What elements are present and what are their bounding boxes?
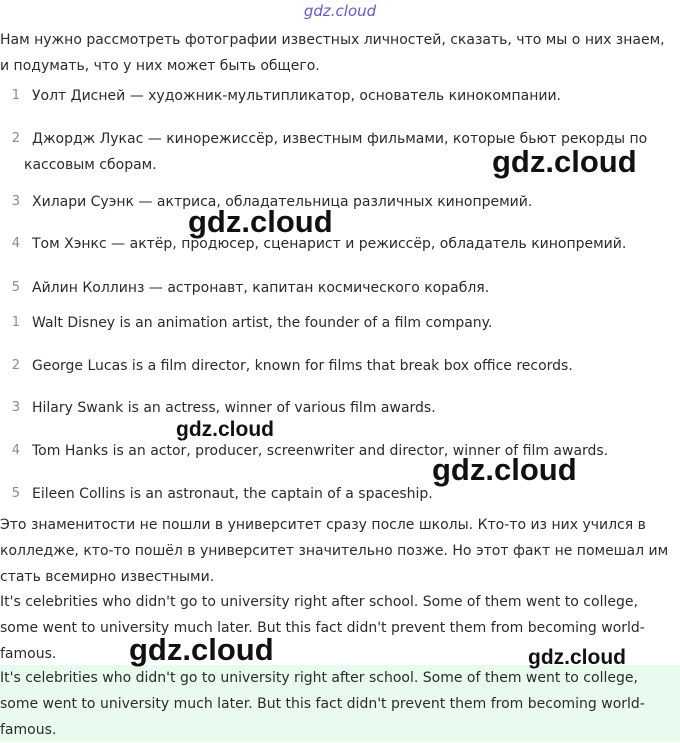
list-item: [0, 189, 670, 215]
watermark: gdz.cloud: [432, 452, 577, 487]
list-item: [0, 353, 670, 379]
list-text: Том Хэнкс — актёр, продюсер, сценарист и режиссёр, обладатель кинопремий.: [32, 236, 627, 252]
list-number: 5: [11, 280, 20, 295]
list-text: Джордж Лукас — кинорежиссёр, известным фильмами, которые бьют рекорды по: [32, 131, 648, 147]
list-text: Tom Hanks is an actor, producer, screenwriter and director, winner of film awards.: [32, 443, 609, 459]
list-text: Уолт Дисней — художник-мультипликатор, основатель кинокомпании.: [32, 88, 561, 104]
list-number: 2: [11, 131, 20, 146]
list-number: 5: [11, 486, 20, 501]
list-item: [0, 310, 670, 336]
list-number: 2: [11, 358, 20, 373]
list-number: 3: [11, 194, 20, 209]
list-text: Айлин Коллинз — астронавт, капитан космического корабля.: [32, 280, 490, 296]
list-item: [0, 395, 670, 421]
english-conclusion-highlighted: It's celebrities who didn't go to university right after school. Some of them went to college, some went to university much later. But this fact didn't prevent them from becoming world-famous.: [0, 670, 645, 738]
list-number: 4: [11, 236, 20, 251]
list-number: 1: [11, 315, 20, 330]
list-number: 4: [11, 443, 20, 458]
list-text: Eileen Collins is an astronaut, the captain of a spaceship.: [32, 486, 433, 502]
watermark: gdz.cloud: [176, 418, 274, 441]
site-logo[interactable]: gdz.cloud: [303, 2, 377, 20]
english-conclusion: It's celebrities who didn't go to university right after school. Some of them went to college, some went to university much later. But this fact didn't prevent them from becoming world-famous.: [0, 594, 645, 662]
list-text-continued: кассовым сборам.: [24, 157, 157, 173]
list-number: 3: [11, 400, 20, 415]
list-text: Walt Disney is an animation artist, the founder of a film company.: [32, 315, 493, 331]
list-text: George Lucas is a film director, known for films that break box office records.: [32, 358, 573, 374]
watermark: gdz.cloud: [528, 646, 626, 669]
watermark: gdz.cloud: [492, 144, 637, 179]
list-text: Хилари Суэнк — актриса, обладательница различных кинопремий.: [32, 194, 533, 210]
watermark: gdz.cloud: [188, 204, 333, 239]
list-item: [0, 231, 670, 257]
watermark: gdz.cloud: [129, 632, 274, 667]
list-text: Hilary Swank is an actress, winner of various film awards.: [32, 400, 436, 416]
list-number: 1: [11, 88, 20, 103]
list-item: [0, 83, 670, 109]
list-item: [0, 275, 670, 301]
russian-conclusion: Это знаменитости не пошли в университет сразу после школы. Кто-то из них учился в колледже, кто-то пошёл в университет значительно позже. Но этот факт не помешал им стать всемирно известными.: [0, 517, 669, 585]
intro-paragraph: Нам нужно рассмотреть фотографии известных личностей, сказать, что мы о них знаем, и подумать, что у них может быть общего.: [0, 32, 665, 74]
